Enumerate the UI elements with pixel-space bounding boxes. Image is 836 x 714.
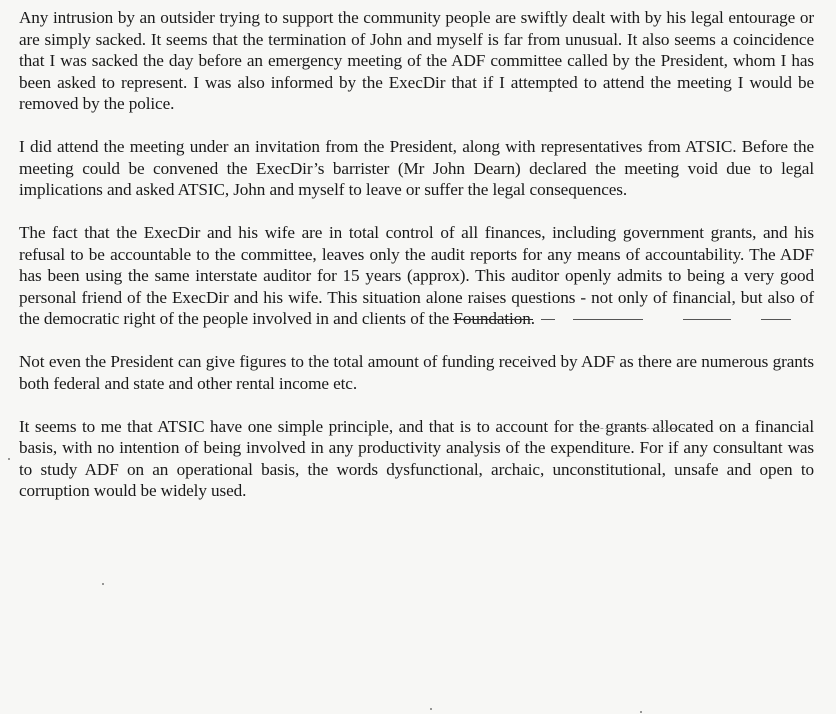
scan-artifact	[580, 428, 690, 429]
paragraph-intrusion: Any intrusion by an outsider trying to support the community people are swiftly dealt with by his legal entourage or are simply sacked. It seems that the termination of John and myself is far from unusual. It also seems a coincidence that I was sacked the day before an emergency meeting of the ADF committee called by the President, whom I has been asked to represent. I was also informed by the ExecDir that if I attempted to attend the meeting I would be removed by the police.	[19, 8, 814, 113]
paragraph-finances	[19, 222, 814, 330]
paragraph-funding: Not even the President can give figures to the total amount of funding received by ADF as there are numerous grants both federal and state and other rental income etc.	[19, 352, 814, 393]
scribble-mark	[683, 319, 731, 321]
paragraph-finances-text: The fact that the ExecDir and his wife are in total control of all finances, including government grants, and his refusal to be accountable to the committee, leaves only the audit reports for any means of accountability. The ADF has been using the same interstate auditor for 15 years (approx). This auditor openly admits to being a very good personal friend of the ExecDir and his wife. This situation alone raises questions - not only of financial, but also of the democratic right of the people involved in and clients of the	[19, 223, 814, 328]
paragraph-meeting: I did attend the meeting under an invitation from the President, along with representatives from ATSIC. Before the meeting could be convened the ExecDir’s barrister (Mr John Dearn) declared the meeting void due to legal implications and asked ATSIC, John and myself to leave or suffer the legal consequences.	[19, 137, 814, 199]
scribble-mark	[761, 319, 791, 321]
paragraph-atsic-principle: It seems to me that ATSIC have one simple principle, and that is to account for the grants allocated on a financial basis, with no intention of being involved in any productivity analysis of the expenditure. For if any consultant was to study ADF on an operational basis, the words dysfunctional, archaic, unconstitutional, unsafe and open to corruption would be widely used.	[19, 416, 814, 500]
scan-speck	[640, 711, 642, 713]
scribble-mark	[573, 319, 643, 321]
struck-word: Foundation.	[453, 309, 535, 328]
scan-speck	[8, 458, 10, 460]
scribble-mark	[541, 319, 555, 321]
scan-speck	[430, 708, 432, 710]
scan-speck	[102, 583, 104, 585]
